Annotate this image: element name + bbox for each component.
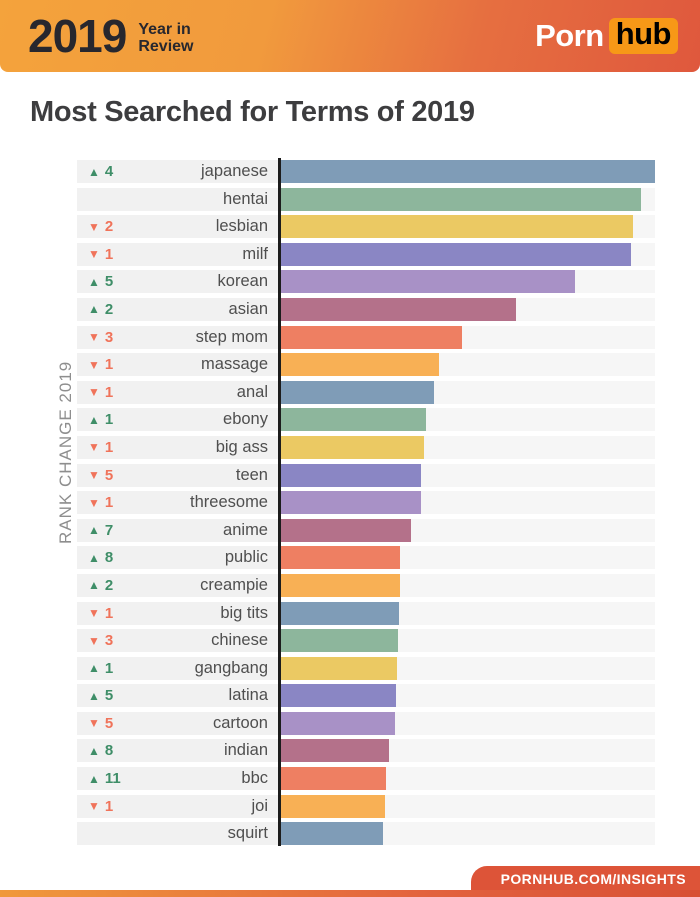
bar [281,326,462,349]
up-triangle-icon: ▲ [88,412,100,427]
down-triangle-icon: ▼ [88,385,100,400]
table-row [77,739,655,762]
rank-change-axis-label: RANK CHANGE 2019 [56,360,75,544]
table-row [77,408,655,431]
row-label-strip [77,188,278,211]
rank-change-amount: 1 [104,438,114,456]
rank-change-amount: 5 [104,714,114,732]
bar [281,795,385,818]
table-row [77,464,655,487]
row-label-strip [77,215,278,238]
row-label-strip [77,546,278,569]
rank-change-indicator [77,329,133,346]
up-triangle-icon: ▲ [88,661,100,676]
term-label: asian [228,299,268,318]
rank-change-indicator [77,687,133,704]
rank-change-indicator [77,384,133,401]
bar [281,160,655,183]
rank-change-indicator [77,467,133,484]
term-label: milf [242,244,268,263]
bar [281,739,389,762]
rank-change-amount: 1 [104,659,114,677]
bar [281,188,641,211]
up-triangle-icon: ▲ [88,274,100,289]
term-label: indian [223,741,268,760]
table-row [77,712,655,735]
rank-change-indicator [77,218,133,235]
rank-change-amount: 7 [104,521,114,539]
row-label-strip [77,684,278,707]
logo-porn-text: Porn [535,18,604,53]
rank-change-indicator [77,356,133,373]
rank-change-indicator [77,411,133,428]
term-label: public [224,548,268,567]
bar [281,270,575,293]
table-row [77,188,655,211]
row-label-strip [77,574,278,597]
down-triangle-icon: ▼ [88,799,100,814]
row-label-strip [77,822,278,845]
term-label: gangbang [194,658,268,677]
rank-change-indicator [77,715,133,732]
row-label-strip [77,712,278,735]
term-label: japanese [201,162,268,180]
row-label-strip [77,326,278,349]
rank-change-indicator [77,273,133,290]
row-label-strip [77,767,278,790]
bar-track [281,684,655,707]
rank-change-indicator [77,577,133,594]
bar-track [281,519,655,542]
down-triangle-icon: ▼ [88,468,100,483]
up-triangle-icon: ▲ [88,164,100,179]
down-triangle-icon: ▼ [88,495,100,510]
bar-track [281,160,655,183]
year-label: 2019 [28,10,127,62]
down-triangle-icon: ▼ [88,440,100,455]
up-triangle-icon: ▲ [88,523,100,538]
row-label-strip [77,408,278,431]
term-label: cartoon [212,713,268,732]
term-label: step mom [195,327,268,346]
table-row [77,519,655,542]
bottom-gradient-bar [0,890,700,897]
rank-change-amount: 2 [104,576,114,594]
up-triangle-icon: ▲ [88,578,100,593]
chart-axis-line [278,158,281,846]
down-triangle-icon: ▼ [88,606,100,620]
bar [281,408,426,431]
table-row [77,629,655,652]
row-label-strip [77,381,278,404]
rank-change-amount: 11 [104,770,121,788]
bar-track [281,298,655,321]
rank-change-amount: 1 [104,356,114,374]
down-triangle-icon: ▼ [88,247,100,262]
bar [281,298,516,321]
rank-change-amount: 5 [104,687,114,705]
rank-change-indicator [77,163,133,180]
row-label-strip [77,491,278,514]
rank-change-indicator [77,605,133,622]
rank-change-amount: 1 [104,494,114,512]
bar [281,546,400,569]
bar-track [281,739,655,762]
term-label: big tits [220,603,268,622]
rank-change-indicator [77,494,133,511]
rank-change-amount: 5 [104,466,114,484]
table-row [77,298,655,321]
rank-change-indicator [77,522,133,539]
bar [281,629,398,652]
bar [281,215,633,238]
rank-change-amount: 4 [104,163,114,180]
row-label-strip [77,464,278,487]
up-triangle-icon: ▲ [88,771,100,786]
bar [281,519,411,542]
bar [281,381,434,404]
term-label: threesome [190,493,268,512]
table-row [77,822,655,845]
row-label-strip [77,519,278,542]
term-label: chinese [211,631,268,650]
term-label: anal [236,382,268,401]
bar-track [281,491,655,514]
bar-track [281,574,655,597]
rank-change-indicator [77,301,133,318]
rank-change-amount: 5 [104,273,114,291]
table-row [77,436,655,459]
rank-change-indicator [77,770,133,787]
table-row [77,270,655,293]
pornhub-logo [535,18,678,54]
chart-rows [77,160,655,845]
rank-change-amount: 8 [104,549,114,567]
bar-track [281,767,655,790]
term-label: korean [217,272,268,291]
term-label: anime [223,520,268,539]
bar-track [281,215,655,238]
bar-track [281,546,655,569]
rank-change-amount: 1 [104,604,114,622]
term-label: creampie [200,575,268,594]
table-row [77,353,655,376]
year-in-review-block [28,9,193,63]
row-label-strip [77,298,278,321]
term-label: ebony [223,410,268,429]
term-label: joi [251,796,268,815]
bar-track [281,381,655,404]
header-banner [0,0,700,72]
bar [281,822,383,845]
bar [281,491,421,514]
bar-track [281,436,655,459]
bar [281,602,399,625]
up-triangle-icon: ▲ [88,550,100,565]
rank-change-indicator [77,246,133,263]
table-row [77,795,655,818]
term-label: teen [235,465,268,484]
down-triangle-icon: ▼ [88,219,100,234]
term-label: latina [228,686,268,705]
bar-track [281,602,655,625]
row-label-strip [77,243,278,266]
bar [281,767,386,790]
rank-change-amount: 1 [104,411,114,429]
rank-change-indicator [77,742,133,759]
up-triangle-icon: ▲ [88,688,100,703]
up-triangle-icon: ▲ [88,743,100,758]
bar-track [281,326,655,349]
bar [281,684,396,707]
row-label-strip [77,739,278,762]
bar-track [281,243,655,266]
term-label: hentai [223,189,268,208]
bar [281,243,631,266]
row-label-strip [77,436,278,459]
row-label-strip [77,657,278,680]
table-row [77,767,655,790]
down-triangle-icon: ▼ [88,330,100,345]
bar-track [281,464,655,487]
bar [281,464,421,487]
rank-change-amount: 2 [104,218,114,236]
rank-change-amount: 3 [104,632,114,650]
row-label-strip [77,602,278,625]
table-row [77,684,655,707]
bar-track [281,270,655,293]
rank-change-indicator [77,549,133,566]
term-label: massage [201,355,268,374]
row-label-strip [77,270,278,293]
bar [281,657,397,680]
bar-track [281,795,655,818]
rank-change-indicator [77,632,133,649]
insights-link-ribbon[interactable]: PORNHUB.COM/INSIGHTS [471,866,700,891]
row-label-strip [77,160,278,183]
rank-change-amount: 8 [104,742,114,760]
chart-body [77,160,655,845]
row-label-strip [77,795,278,818]
table-row [77,215,655,238]
bar [281,574,400,597]
table-row [77,160,655,183]
table-row [77,326,655,349]
down-triangle-icon: ▼ [88,633,100,648]
rank-change-indicator [77,660,133,677]
bar-track [281,629,655,652]
bar-track [281,188,655,211]
row-label-strip [77,353,278,376]
down-triangle-icon: ▼ [88,357,100,372]
rank-change-amount: 2 [104,300,114,318]
table-row [77,657,655,680]
bar [281,353,439,376]
term-label: big ass [215,437,268,456]
term-label: bbc [241,769,268,788]
up-triangle-icon: ▲ [88,302,100,317]
down-triangle-icon: ▼ [88,716,100,731]
table-row [77,574,655,597]
row-label-strip [77,629,278,652]
table-row [77,546,655,569]
table-row [77,381,655,404]
term-label: lesbian [215,217,268,236]
page-title: Most Searched for Terms of 2019 [30,96,475,128]
rank-change-amount: 3 [104,328,114,346]
table-row [77,243,655,266]
bar-track [281,822,655,845]
bar [281,712,395,735]
bar-track [281,657,655,680]
rank-change-amount: 1 [104,245,114,263]
rank-change-amount: 1 [104,797,114,815]
rank-change-indicator [77,798,133,815]
table-row [77,602,655,625]
table-row [77,491,655,514]
term-label: squirt [227,824,268,843]
bar-track [281,353,655,376]
rank-change-amount: 1 [104,383,114,401]
bar-track [281,408,655,431]
rank-change-indicator [77,439,133,456]
bar-track [281,712,655,735]
logo-hub-badge: hub [609,18,678,54]
year-in-review-tagline: Year in Review [138,20,194,55]
bar-chart [0,160,700,850]
bar [281,436,424,459]
